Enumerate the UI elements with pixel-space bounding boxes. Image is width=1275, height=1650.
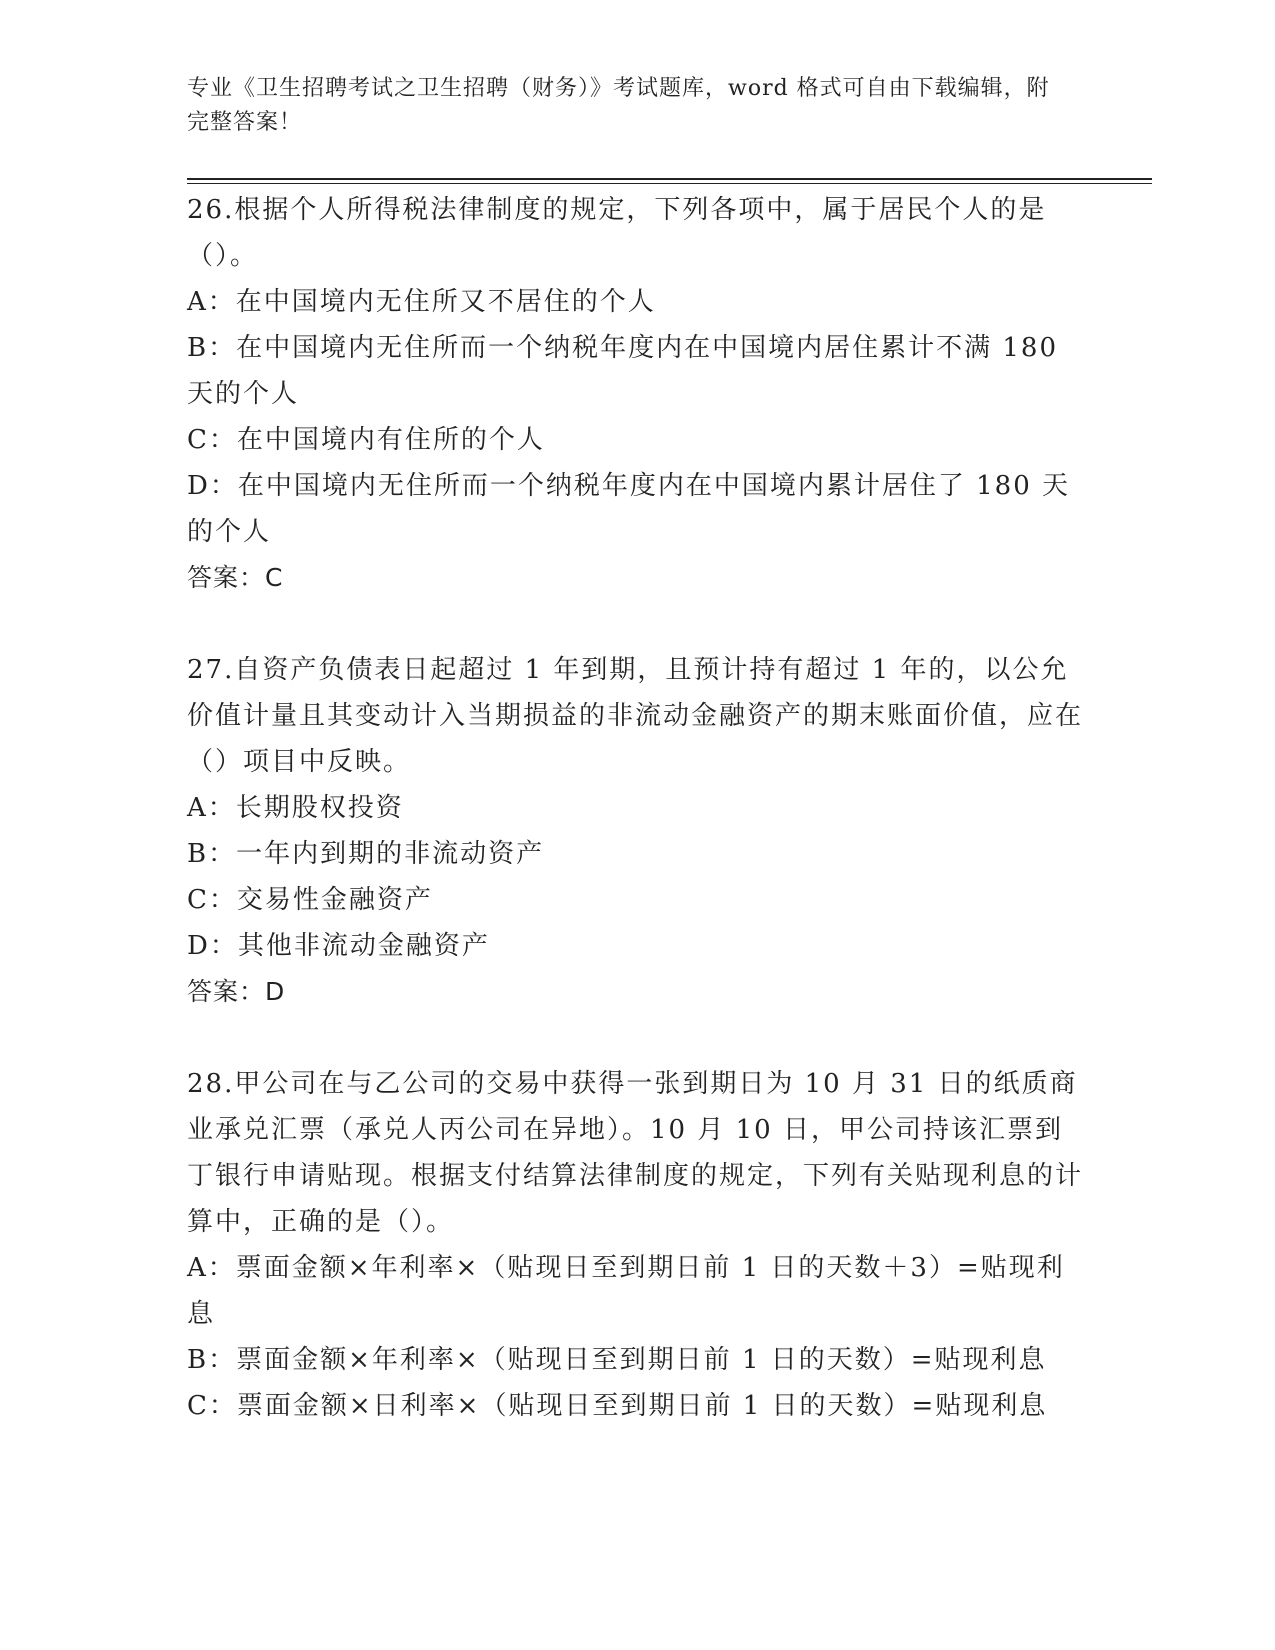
option-c: C：票面金额×日利率×（贴现日至到期日前 1 日的天数）=贴现利息 bbox=[187, 1391, 1048, 1421]
answer-text: 答案：D bbox=[187, 977, 286, 1006]
question-stem: 27.自资产负债表日起超过 1 年到期，且预计持有超过 1 年的，以公允价值计量且其变动计入当期损益的非流动金融资产的期末账面价值，应在（）项目中反映。 bbox=[187, 655, 1084, 777]
option-d: D：其他非流动金融资产 bbox=[187, 931, 490, 961]
option-c: C：在中国境内有住所的个人 bbox=[187, 425, 545, 455]
header-intro: 专业《卫生招聘考试之卫生招聘（财务）》考试题库，word 格式可自由下载编辑，附完整答案！ bbox=[187, 76, 1050, 135]
option-a: A：长期股权投资 bbox=[187, 793, 404, 823]
option-d: D：在中国境内无住所而一个纳税年度内在中国境内累计居住了 180 天的个人 bbox=[187, 471, 1071, 547]
header-divider-thin bbox=[187, 183, 1152, 184]
question-list bbox=[187, 187, 1087, 1429]
option-b: B：一年内到期的非流动资产 bbox=[187, 839, 545, 869]
header-divider-thick bbox=[187, 178, 1152, 180]
option-a: A：在中国境内无住所又不居住的个人 bbox=[187, 287, 656, 317]
question-28 bbox=[187, 1061, 1087, 1429]
option-a: A：票面金额×年利率×（贴现日至到期日前 1 日的天数＋3）=贴现利息 bbox=[187, 1253, 1065, 1329]
option-b: B：票面金额×年利率×（贴现日至到期日前 1 日的天数）=贴现利息 bbox=[187, 1345, 1047, 1375]
question-stem: 26.根据个人所得税法律制度的规定，下列各项中，属于居民个人的是（）。 bbox=[187, 195, 1047, 271]
option-b: B：在中国境内无住所而一个纳税年度内在中国境内居住累计不满 180 天的个人 bbox=[187, 333, 1058, 409]
question-27 bbox=[187, 647, 1087, 1015]
question-26 bbox=[187, 187, 1087, 601]
question-stem: 28.甲公司在与乙公司的交易中获得一张到期日为 10 月 31 日的纸质商业承兑汇票（承兑人丙公司在异地）。10 月 10 日，甲公司持该汇票到丁银行申请贴现。根据支付结算法律制度的规定，下列有关贴现利息的计算中，正确的是（）。 bbox=[187, 1069, 1084, 1237]
option-c: C：交易性金融资产 bbox=[187, 885, 433, 915]
answer-text: 答案：C bbox=[187, 563, 284, 592]
